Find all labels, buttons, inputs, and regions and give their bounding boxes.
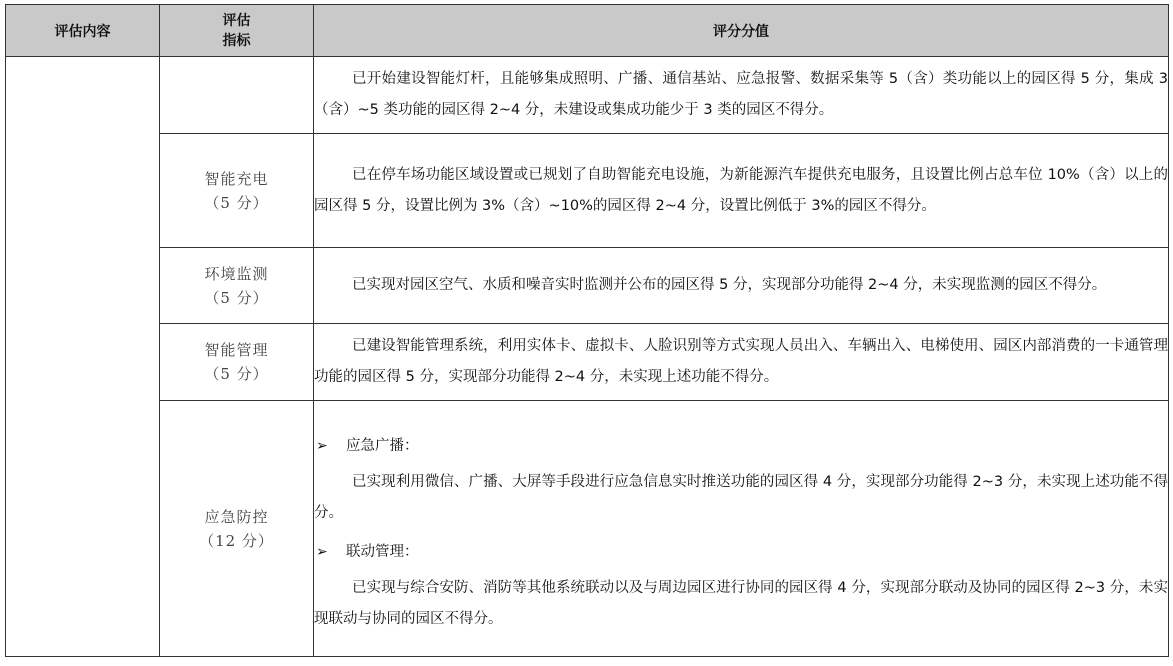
- indicator-points: （5 分）: [204, 365, 269, 383]
- table-row: [6, 134, 1169, 248]
- header-row: [6, 5, 1169, 57]
- sub-item-title: 应急广播：: [346, 437, 419, 454]
- score-criteria-text: 已在停车场功能区域设置或已规划了自助智能充电设施，为新能源汽车提供充电服务，且设置比例占总车位 10%（含）以上的园区得 5 分，设置比例为 3%（含）~10%的园区得 2~4 分，设置比例低于 3%的园区不得分。: [314, 166, 1168, 214]
- score-criteria-text: 已实现对园区空气、水质和噪音实时监测并公布的园区得 5 分，实现部分功能得 2~4 分，未实现监测的园区不得分。: [352, 277, 1107, 293]
- score-criteria-cell: [314, 248, 1169, 324]
- score-criteria-cell: [314, 134, 1169, 248]
- score-criteria-text: 已开始建设智能灯杆，且能够集成照明、广播、通信基站、应急报警、数据采集等 5（含）类功能以上的园区得 5 分，集成 3（含）~5 类功能的园区得 2~4 分，未建设或集成功能少于 3 类的园区不得分。: [314, 71, 1168, 118]
- header-evaluation-content: 评估内容: [6, 5, 160, 57]
- table-row: [6, 324, 1169, 401]
- score-criteria-text: 已建设智能管理系统，利用实体卡、虚拟卡、人脸识别等方式实现人员出入、车辆出入、电梯使用、园区内部消费的一卡通管理功能的园区得 5 分，实现部分功能得 2~4 分，未实现上述功能不得分。: [314, 338, 1168, 385]
- header-indicator-line2: 指标: [222, 32, 251, 49]
- arrow-bullet-icon: ➢: [316, 543, 328, 560]
- indicator-points: （5 分）: [204, 193, 269, 212]
- indicator-cell: [160, 57, 314, 134]
- table-row: [6, 248, 1169, 324]
- indicator-name: 智能充电: [204, 169, 269, 188]
- scoring-table: [5, 4, 1169, 657]
- header-evaluation-indicator: [160, 5, 314, 57]
- sub-item-text: 已实现利用微信、广播、大屏等手段进行应急信息实时推送功能的园区得 4 分，实现部分功能得 2~3 分，未实现上述功能不得分。: [314, 473, 1168, 521]
- indicator-name: 应急防控: [204, 507, 269, 526]
- header-indicator-line1: 评估: [222, 12, 251, 29]
- sub-item-title: 联动管理：: [346, 543, 419, 560]
- table-row: [6, 57, 1169, 134]
- header-score-value: 评分分值: [314, 5, 1169, 57]
- sub-item-heading: [314, 535, 1168, 569]
- indicator-cell: [160, 401, 314, 657]
- score-criteria-cell: [314, 57, 1169, 134]
- indicator-cell: [160, 324, 314, 401]
- sub-item-heading: [314, 429, 1168, 463]
- sub-item-text: 已实现与综合安防、消防等其他系统联动以及与周边园区进行协同的园区得 4 分，实现部分联动及协同的园区得 2~3 分，未实现联动与协同的园区不得分。: [314, 579, 1168, 627]
- indicator-points: （5 分）: [204, 288, 269, 307]
- score-criteria-cell: [314, 401, 1169, 657]
- indicator-cell: [160, 134, 314, 248]
- arrow-bullet-icon: ➢: [316, 437, 328, 454]
- evaluation-content-cell: [6, 57, 160, 657]
- indicator-name: 环境监测: [204, 264, 269, 283]
- indicator-cell: [160, 248, 314, 324]
- table-row: [6, 401, 1169, 657]
- indicator-name: 智能管理: [204, 341, 269, 359]
- score-criteria-cell: [314, 324, 1169, 401]
- indicator-points: （12 分）: [199, 531, 274, 550]
